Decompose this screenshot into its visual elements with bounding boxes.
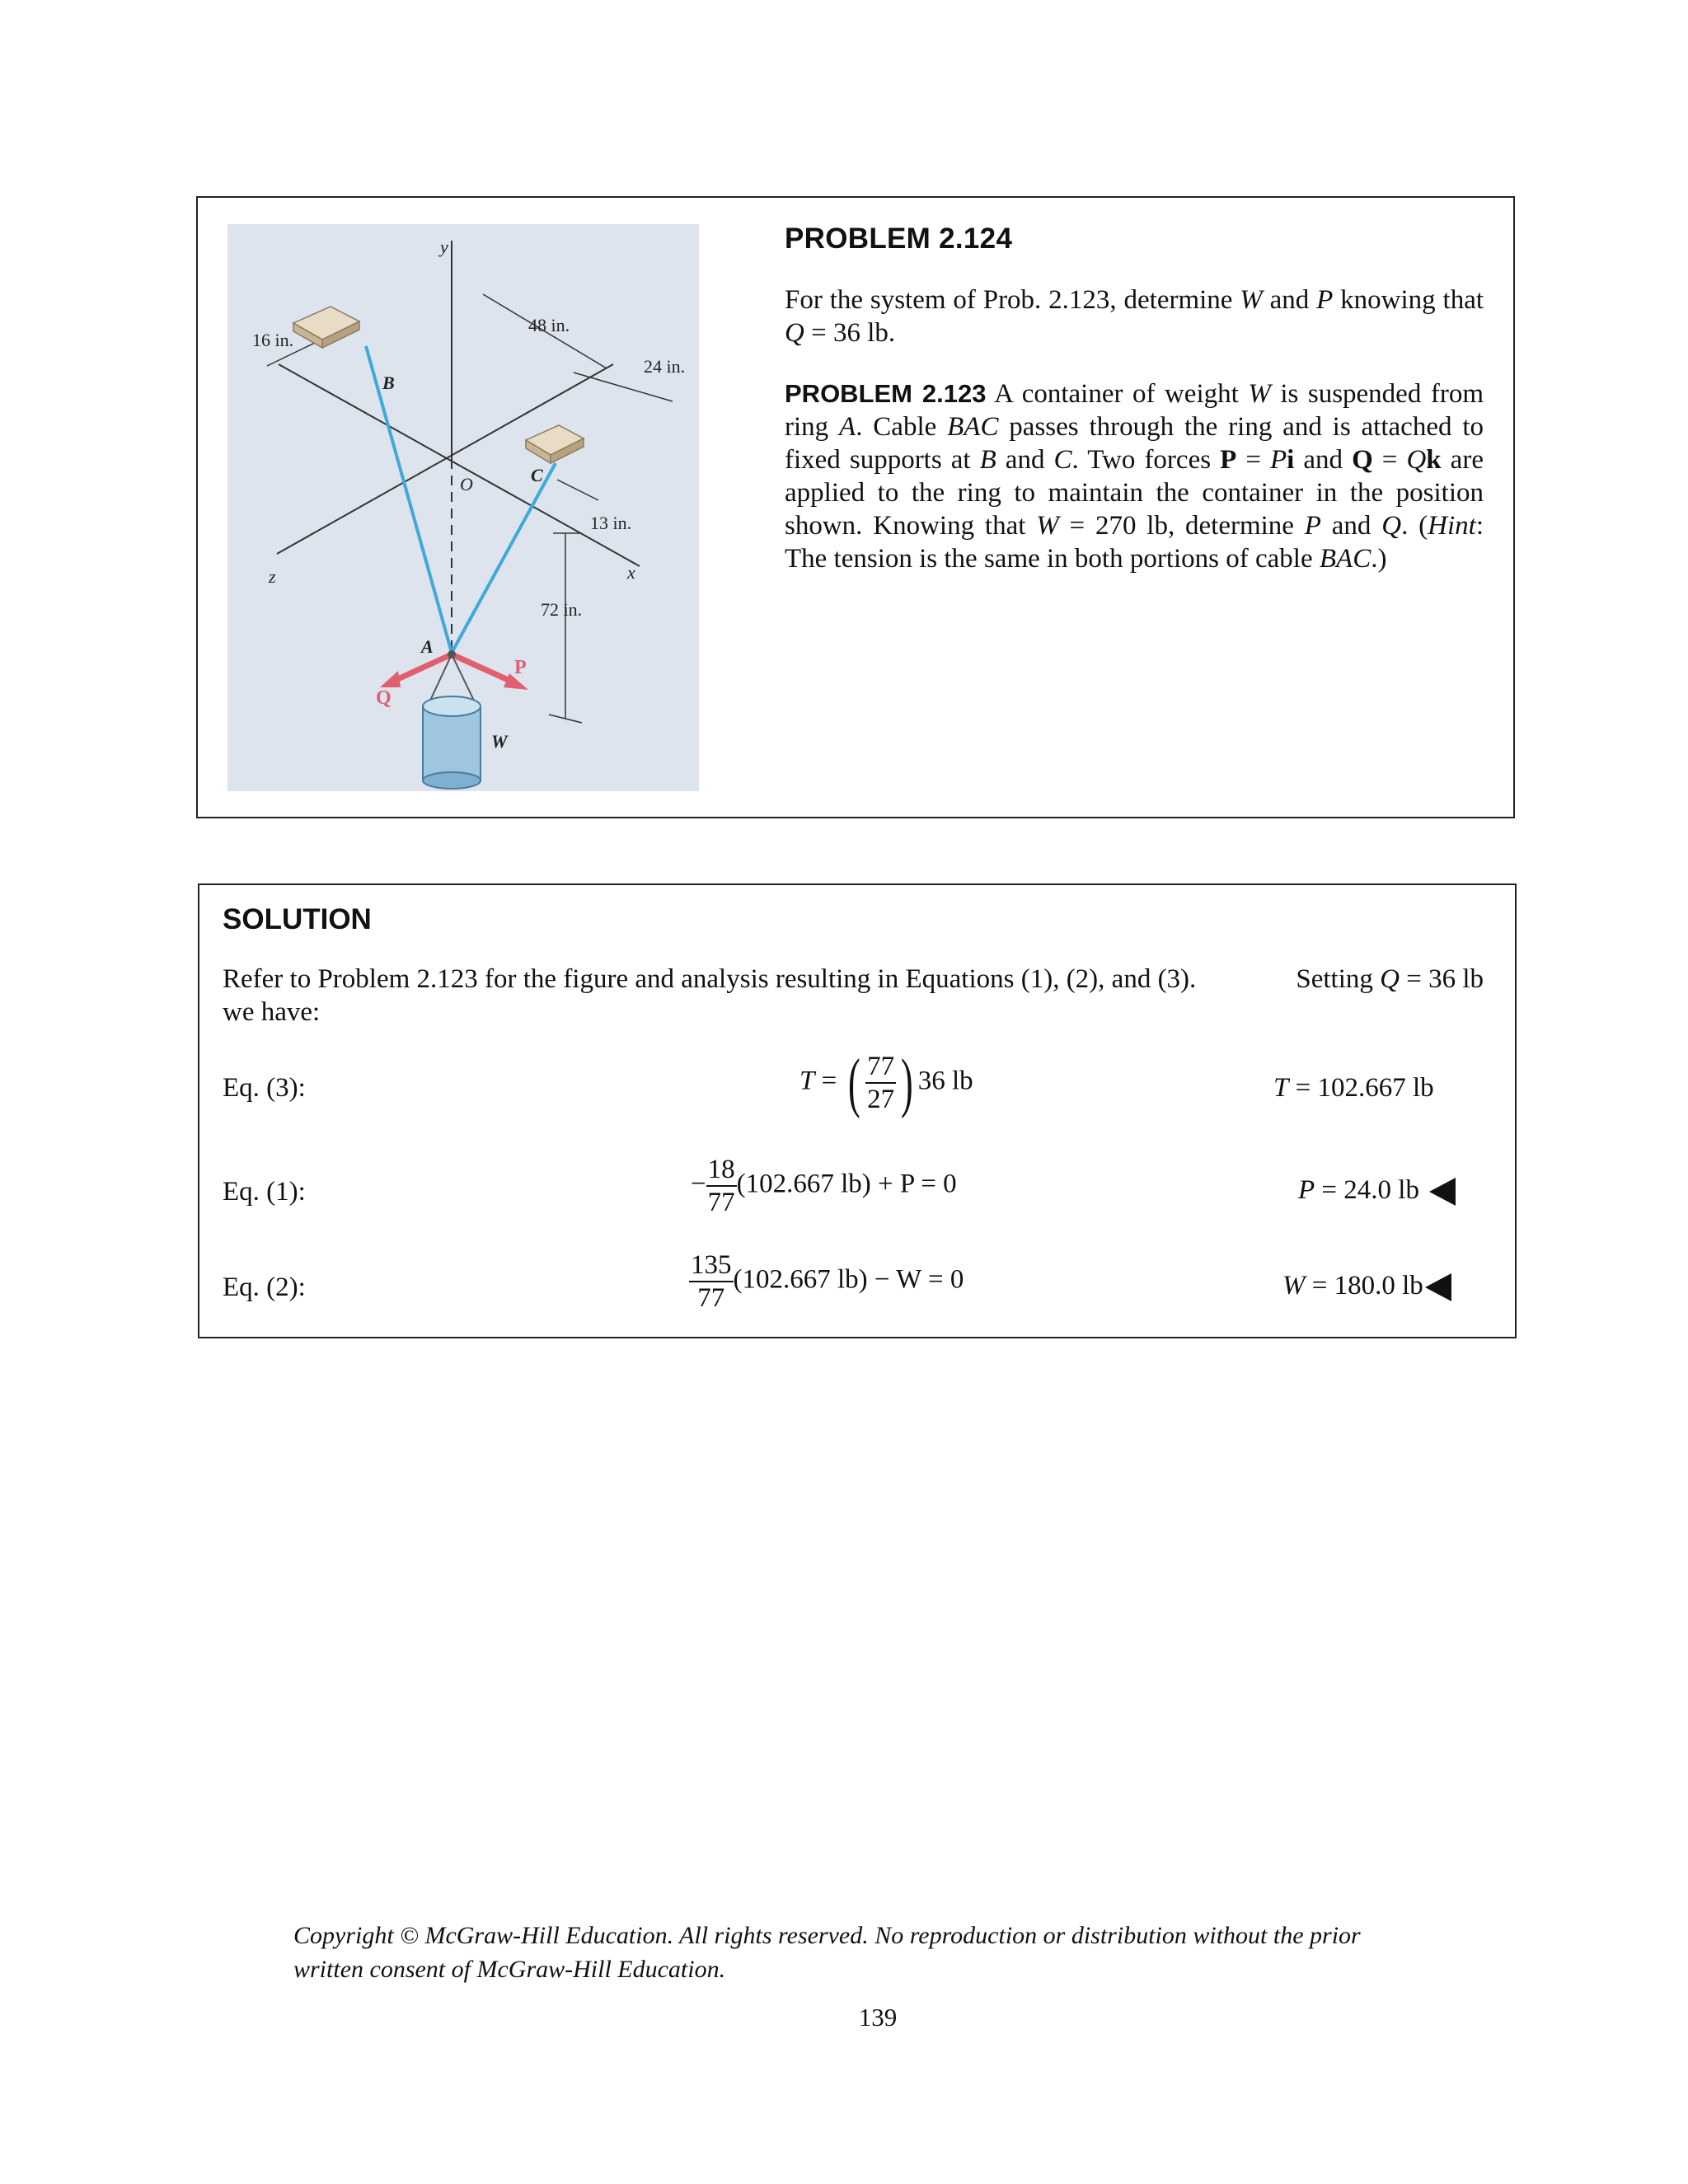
support-b	[293, 307, 359, 348]
problem-title: PROBLEM 2.124	[785, 223, 1013, 255]
solution-box	[198, 883, 1517, 1338]
equation-1-fraction: $\frac{18}{77}$	[707, 1155, 735, 1217]
equation-3-fraction: $\frac{77}{27}$	[867, 1052, 895, 1114]
label-x: x	[627, 562, 635, 583]
solution-intro: Setting Q = 36 lb Refer to Problem 2.123 for the figure and analysis resulting in Equations (1), (2), and (3). we have:	[223, 964, 1484, 1027]
equation-2-row	[223, 1249, 1484, 1332]
problem-text	[785, 223, 1484, 603]
label-dim-24: 24 in.	[644, 356, 686, 377]
equation-2-fraction: $\frac{135}{77}$	[691, 1250, 732, 1313]
dim-13-line	[557, 480, 598, 500]
label-b: B	[382, 373, 395, 393]
label-z: z	[269, 566, 276, 587]
equation-3-result: T = 102.667 lb	[1273, 1073, 1434, 1103]
equation-1: − $\frac{18}{77}$ (102.667 lb) + P = 0	[691, 1155, 957, 1217]
z-axis	[277, 364, 613, 554]
equation-2-label: Eq. (2):	[223, 1272, 306, 1302]
equation-3-label: Eq. (3):	[223, 1073, 306, 1103]
label-dim-72: 72 in.	[541, 599, 583, 620]
equation-3-row	[223, 1047, 1484, 1132]
label-dim-13: 13 in.	[590, 513, 632, 533]
answer-marker-icon	[1425, 1273, 1451, 1301]
related-problem: PROBLEM 2.123 A container of weight W is suspended from ring A. Cable BAC passes through the ring and is attached to fixed supports at B and C. Two forces P = Pi and Q = Qk are applied to the ring to maintain the container in the position shown. Knowing that W = 270 lb, determine P and Q. (Hint: The tension is the same in both portions of cable BAC.)	[785, 379, 1484, 574]
force-q	[392, 654, 452, 682]
equation-2: $\frac{135}{77}$ (102.667 lb) − W = 0	[691, 1250, 964, 1313]
answer-marker-icon	[1429, 1178, 1456, 1206]
force-q-head	[380, 671, 401, 687]
problem-figure	[227, 224, 699, 791]
ring-a	[448, 650, 456, 658]
cable-system-diagram	[227, 224, 699, 791]
equation-1-result: P = 24.0 lb	[1298, 1175, 1456, 1206]
solution-title: SOLUTION	[223, 903, 372, 935]
label-w: W	[491, 731, 508, 752]
x-axis	[279, 364, 640, 566]
copyright-notice: Copyright © McGraw-Hill Education. All rights reserved. No reproduction or distribution without the prior written consent of McGraw-Hill Education.	[293, 1922, 1361, 1983]
label-q: Q	[376, 687, 392, 709]
dim-24-line	[574, 373, 673, 401]
container-w	[423, 654, 481, 789]
equation-1-row	[223, 1154, 1484, 1236]
problem-box	[196, 196, 1515, 818]
label-dim-48: 48 in.	[528, 315, 570, 335]
label-p: P	[514, 657, 527, 678]
equation-2-result: W = 180.0 lb	[1282, 1271, 1451, 1301]
label-a: A	[421, 636, 434, 657]
equation-1-label: Eq. (1):	[223, 1177, 306, 1207]
support-c	[526, 425, 584, 463]
label-c: C	[531, 465, 543, 485]
force-p	[452, 654, 512, 682]
related-problem-title: PROBLEM 2.123	[785, 379, 987, 408]
label-dim-16: 16 in.	[252, 330, 294, 350]
label-o: O	[460, 474, 473, 494]
label-y: y	[440, 237, 448, 257]
problem-statement: For the system of Prob. 2.123, determine W and P knowing that Q = 36 lb.	[785, 285, 1484, 348]
cable-ba	[366, 346, 452, 653]
page-number: 139	[858, 2003, 898, 2032]
equation-3: T = ( $\frac{77}{27}$ ) 36 lb	[799, 1047, 973, 1119]
